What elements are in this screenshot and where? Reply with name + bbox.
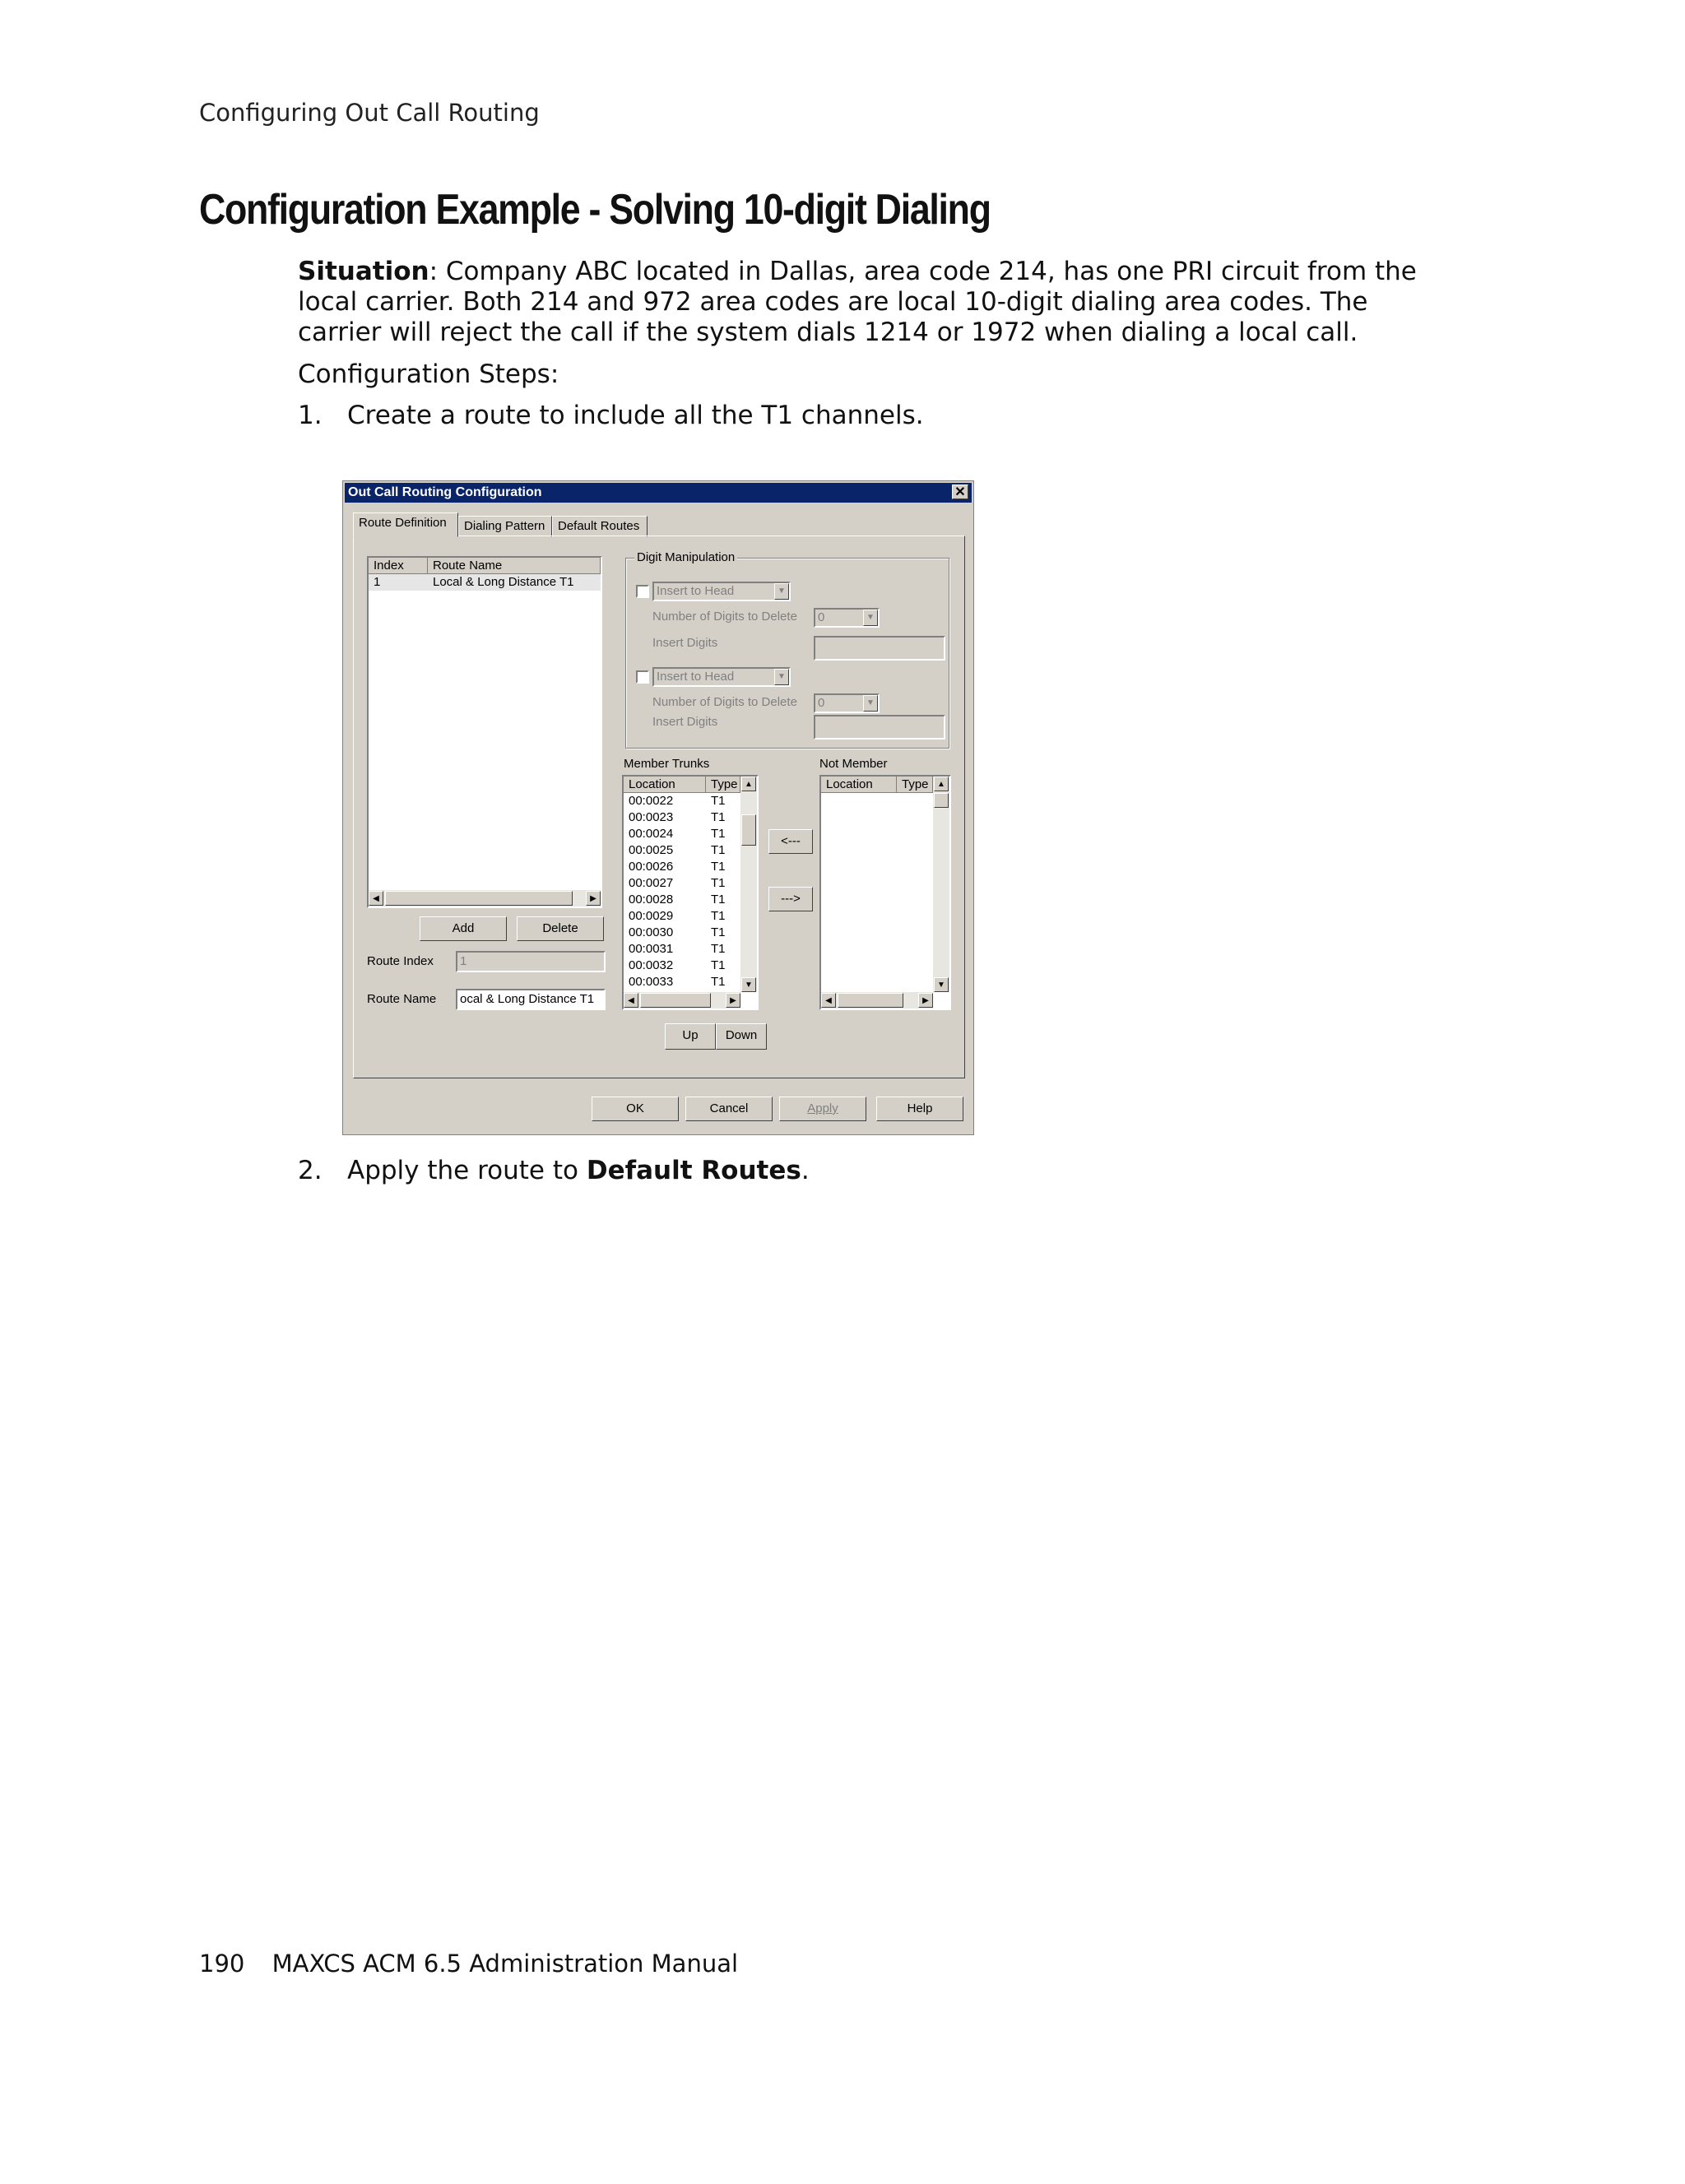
column-header-type[interactable]: Type xyxy=(706,777,740,793)
scroll-down-icon[interactable]: ▼ xyxy=(934,977,949,992)
member-trunk-row[interactable] xyxy=(624,974,740,990)
member-trunk-row[interactable] xyxy=(624,892,740,908)
not-member-list[interactable] xyxy=(819,775,951,1010)
not-member-hscrollbar[interactable] xyxy=(821,992,933,1009)
delete-count-1-label: Number of Digits to Delete xyxy=(652,610,797,624)
column-header-location[interactable]: Location xyxy=(821,777,897,793)
scroll-left-icon[interactable]: ◀ xyxy=(821,993,836,1008)
tab-route-definition[interactable]: Route Definition xyxy=(353,512,458,537)
trunk-type-cell: T1 xyxy=(711,942,726,956)
insert-mode-2-select[interactable] xyxy=(652,667,791,687)
scroll-up-icon[interactable]: ▲ xyxy=(741,777,756,791)
chevron-down-icon: ▼ xyxy=(774,669,789,685)
step-number: 2. xyxy=(298,1156,323,1185)
tab-default-routes[interactable]: Default Routes xyxy=(552,516,648,537)
page-footer xyxy=(199,1950,738,1978)
trunk-type-cell: T1 xyxy=(711,975,726,989)
member-trunk-row[interactable] xyxy=(624,826,740,842)
member-trunks-label: Member Trunks xyxy=(624,757,710,771)
trunk-location-cell: 00:0031 xyxy=(629,942,674,956)
trunk-location-cell: 00:0027 xyxy=(629,876,674,890)
trunk-location-cell: 00:0025 xyxy=(629,843,674,857)
route-name-cell: Local & Long Distance T1 xyxy=(433,575,574,589)
column-header-location[interactable]: Location xyxy=(624,777,706,793)
trunk-type-cell: T1 xyxy=(711,860,726,874)
column-header-type[interactable]: Type xyxy=(897,777,933,793)
steps-label: Configuration Steps: xyxy=(298,359,559,389)
scroll-thumb[interactable] xyxy=(741,814,756,846)
chevron-down-icon: ▼ xyxy=(863,695,878,712)
scroll-thumb[interactable] xyxy=(934,793,949,808)
route-list[interactable] xyxy=(367,556,602,908)
member-trunks-rows xyxy=(624,793,740,992)
not-member-vscrollbar[interactable] xyxy=(933,777,949,992)
scroll-down-icon[interactable]: ▼ xyxy=(741,977,756,992)
insert-1-checkbox[interactable] xyxy=(636,585,649,598)
insert-2-checkbox[interactable] xyxy=(636,670,649,684)
insert-digits-1-field[interactable] xyxy=(814,636,945,661)
dialog-title: Out Call Routing Configuration xyxy=(348,485,542,499)
scroll-thumb[interactable] xyxy=(640,993,711,1008)
out-call-routing-dialog xyxy=(342,480,974,1135)
trunk-type-cell: T1 xyxy=(711,925,726,939)
trunk-location-cell: 00:0024 xyxy=(629,827,674,841)
member-trunks-vscrollbar[interactable] xyxy=(740,777,757,992)
down-button[interactable]: Down xyxy=(716,1023,767,1050)
scroll-thumb[interactable] xyxy=(385,891,573,906)
trunk-type-cell: T1 xyxy=(711,810,726,824)
member-trunk-row[interactable] xyxy=(624,958,740,974)
delete-count-2-label: Number of Digits to Delete xyxy=(652,695,797,709)
column-header-route-name[interactable]: Route Name xyxy=(428,558,601,574)
trunk-location-cell: 00:0022 xyxy=(629,794,674,808)
situation-text: : Company ABC located in Dallas, area code 214, has one PRI circuit from the local carrier. Both 214 and 972 area codes are local 10-digit dialing area codes. The carrier will reject the call if the system dials 1214 or 1972 when dialing a local call. xyxy=(298,257,1417,347)
route-index-cell: 1 xyxy=(374,575,381,589)
trunk-location-cell: 00:0030 xyxy=(629,925,674,939)
cancel-button[interactable]: Cancel xyxy=(685,1097,773,1121)
trunk-location-cell: 00:0033 xyxy=(629,975,674,989)
member-trunk-row[interactable] xyxy=(624,908,740,925)
route-definition-panel xyxy=(353,536,965,1078)
member-trunk-row[interactable] xyxy=(624,941,740,958)
delete-count-2-value: 0 xyxy=(818,696,825,710)
digit-manipulation-title: Digit Manipulation xyxy=(634,550,737,564)
up-button[interactable]: Up xyxy=(665,1023,716,1050)
situation-label: Situation xyxy=(298,257,429,286)
apply-button[interactable]: Apply xyxy=(779,1097,866,1121)
add-button[interactable]: Add xyxy=(420,916,507,941)
trunk-type-cell: T1 xyxy=(711,876,726,890)
insert-digits-2-field[interactable] xyxy=(814,715,945,740)
tab-dialing-pattern[interactable]: Dialing Pattern xyxy=(458,516,552,537)
ok-button[interactable]: OK xyxy=(592,1097,679,1121)
scroll-right-icon[interactable]: ▶ xyxy=(586,891,601,906)
insert-digits-2-label: Insert Digits xyxy=(652,715,718,729)
footer-title: MAXCS ACM 6.5 Administration Manual xyxy=(272,1950,739,1978)
member-trunk-row[interactable] xyxy=(624,809,740,826)
chevron-down-icon: ▼ xyxy=(863,610,878,626)
route-index-field[interactable]: 1 xyxy=(456,951,606,972)
move-left-button[interactable]: <--- xyxy=(768,829,813,854)
dialog-titlebar xyxy=(345,483,972,503)
member-trunk-row[interactable] xyxy=(624,875,740,892)
move-right-button[interactable]: ---> xyxy=(768,887,813,911)
step-text: Create a route to include all the T1 channels. xyxy=(347,401,924,430)
trunk-location-cell: 00:0032 xyxy=(629,958,674,972)
trunk-type-cell: T1 xyxy=(711,794,726,808)
delete-count-2-select[interactable] xyxy=(814,693,880,713)
step2-bold: Default Routes xyxy=(586,1156,801,1185)
member-trunk-row[interactable] xyxy=(624,793,740,809)
member-trunk-row[interactable] xyxy=(624,842,740,859)
section-title: Configuration Example - Solving 10-digit Dialing xyxy=(199,186,991,234)
step2-prefix: Apply the route to xyxy=(347,1156,587,1185)
insert-digits-1-label: Insert Digits xyxy=(652,636,718,650)
member-trunk-row[interactable] xyxy=(624,859,740,875)
trunk-type-cell: T1 xyxy=(711,827,726,841)
step-number: 1. xyxy=(298,401,323,430)
insert-mode-2-value: Insert to Head xyxy=(657,670,735,684)
member-trunk-row[interactable] xyxy=(624,925,740,941)
trunk-type-cell: T1 xyxy=(711,909,726,923)
trunk-type-cell: T1 xyxy=(711,843,726,857)
close-icon[interactable]: ✕ xyxy=(952,485,968,499)
insert-mode-1-select[interactable] xyxy=(652,582,791,601)
delete-count-1-value: 0 xyxy=(818,610,825,624)
step2-suffix: . xyxy=(801,1156,810,1185)
not-member-label: Not Member xyxy=(819,757,888,771)
column-header-index[interactable]: Index xyxy=(369,558,428,574)
member-trunks-list[interactable] xyxy=(622,775,759,1010)
scroll-left-icon[interactable]: ◀ xyxy=(624,993,638,1008)
step-text xyxy=(347,1156,810,1185)
situation-paragraph xyxy=(298,257,1450,348)
delete-count-1-select[interactable] xyxy=(814,608,880,628)
route-name-field[interactable]: ocal & Long Distance T1 xyxy=(456,989,606,1010)
help-button[interactable]: Help xyxy=(876,1097,963,1121)
scroll-right-icon[interactable]: ▶ xyxy=(726,993,740,1008)
chevron-down-icon: ▼ xyxy=(774,583,789,600)
page-header: Configuring Out Call Routing xyxy=(199,99,540,127)
delete-button[interactable]: Delete xyxy=(517,916,604,941)
route-row[interactable] xyxy=(369,574,601,591)
trunk-type-cell: T1 xyxy=(711,893,726,907)
page-number: 190 xyxy=(199,1950,245,1978)
trunk-type-cell: T1 xyxy=(711,958,726,972)
member-trunks-hscrollbar[interactable] xyxy=(624,992,740,1009)
scroll-up-icon[interactable]: ▲ xyxy=(934,777,949,791)
trunk-location-cell: 00:0029 xyxy=(629,909,674,923)
scroll-left-icon[interactable]: ◀ xyxy=(369,891,383,906)
scroll-right-icon[interactable]: ▶ xyxy=(918,993,933,1008)
route-list-hscrollbar[interactable] xyxy=(369,890,601,907)
digit-manipulation-group xyxy=(625,550,949,749)
trunk-location-cell: 00:0028 xyxy=(629,893,674,907)
trunk-location-cell: 00:0023 xyxy=(629,810,674,824)
trunk-location-cell: 00:0026 xyxy=(629,860,674,874)
scroll-thumb[interactable] xyxy=(838,993,903,1008)
insert-mode-1-value: Insert to Head xyxy=(657,584,735,598)
route-name-label: Route Name xyxy=(367,992,437,1006)
route-index-label: Route Index xyxy=(367,954,434,968)
